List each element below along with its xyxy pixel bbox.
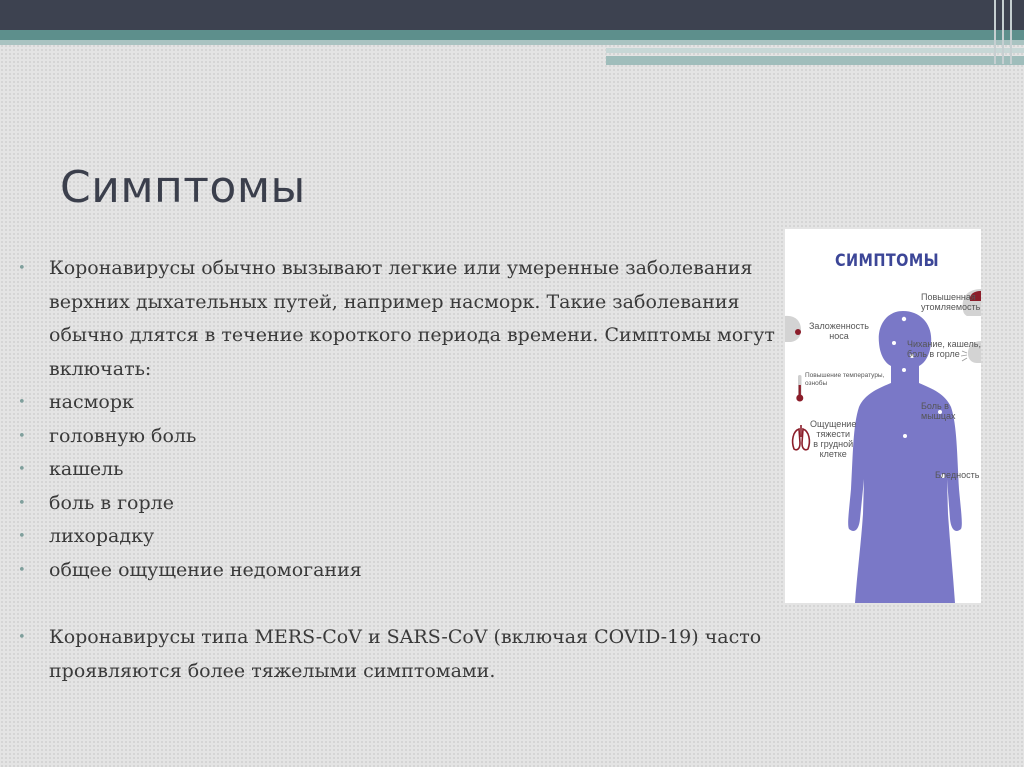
bullet-text: кашель xyxy=(49,458,124,480)
bullet-text: общее ощущение недомогания xyxy=(49,558,362,581)
top-stripe-teal xyxy=(0,30,1024,40)
bullet-item xyxy=(18,453,798,487)
symptoms-infographic xyxy=(785,229,981,603)
bullet-item xyxy=(18,420,798,454)
bullet-item xyxy=(18,520,798,554)
bullet-item xyxy=(18,487,798,521)
bullet-marker: • xyxy=(18,261,26,276)
top-accent-stripe-2 xyxy=(606,56,1024,65)
label-fever: Повышение температуры, ознобы xyxy=(805,372,885,387)
bullet-marker: • xyxy=(18,462,26,477)
thermometer-icon xyxy=(796,375,803,402)
top-bar xyxy=(0,0,1024,30)
infographic-title: СИМПТОМЫ xyxy=(835,251,940,271)
bullet-list xyxy=(18,252,798,688)
top-divider-line xyxy=(1010,0,1012,64)
marker-dot xyxy=(902,317,906,321)
bullet-item xyxy=(18,554,798,588)
top-divider-line xyxy=(994,0,996,64)
bullet-text: Коронавирусы обычно вызывают легкие или умеренные заболевания верхних дыхательных путей, например насморк. Такие заболевания обычно длятся в течение короткого периода времени. Симптомы могут включать: xyxy=(49,257,775,380)
bullet-marker: • xyxy=(18,395,26,410)
bullet-text: Коронавирусы типа MERS-CoV и SARS-CoV (включая COVID-19) часто проявляются более тяжелыми симптомами. xyxy=(49,626,762,682)
top-accent-stripe xyxy=(606,48,1024,53)
marker-dot xyxy=(903,434,907,438)
bullet-marker: • xyxy=(18,495,26,511)
bullet-text: лихорадку xyxy=(49,525,155,547)
bullet-text: головную боль xyxy=(49,424,197,447)
slide-title: Симптомы xyxy=(60,162,306,213)
marker-dot xyxy=(892,341,896,345)
bullet-item xyxy=(18,252,798,386)
bullet-text: боль в горле xyxy=(49,491,174,514)
nasal-head-icon xyxy=(785,316,801,342)
label-nasal-congestion: Заложенность носа xyxy=(809,321,869,341)
bullet-marker: • xyxy=(18,630,26,645)
top-stripe-light xyxy=(0,40,1024,45)
bullet-text: насморк xyxy=(49,391,134,413)
top-divider-line xyxy=(1002,0,1004,64)
label-pallor: Бледность xyxy=(935,470,980,480)
marker-dot xyxy=(902,368,906,372)
label-fatigue: Повышенная утомляемость xyxy=(921,292,981,312)
bullet-item xyxy=(18,386,798,420)
label-chest-heaviness: Ощущение тяжести в грудной клетке xyxy=(810,419,857,459)
bullet-marker: • xyxy=(18,428,26,444)
bullet-marker: • xyxy=(18,529,26,544)
label-muscle-pain: Боль в мышцах xyxy=(921,401,956,421)
bullet-item xyxy=(18,621,798,688)
lungs-icon xyxy=(793,425,810,450)
label-sneeze-cough: Чихание, кашель, боль в горле xyxy=(907,339,981,359)
bullet-marker: • xyxy=(18,562,26,578)
